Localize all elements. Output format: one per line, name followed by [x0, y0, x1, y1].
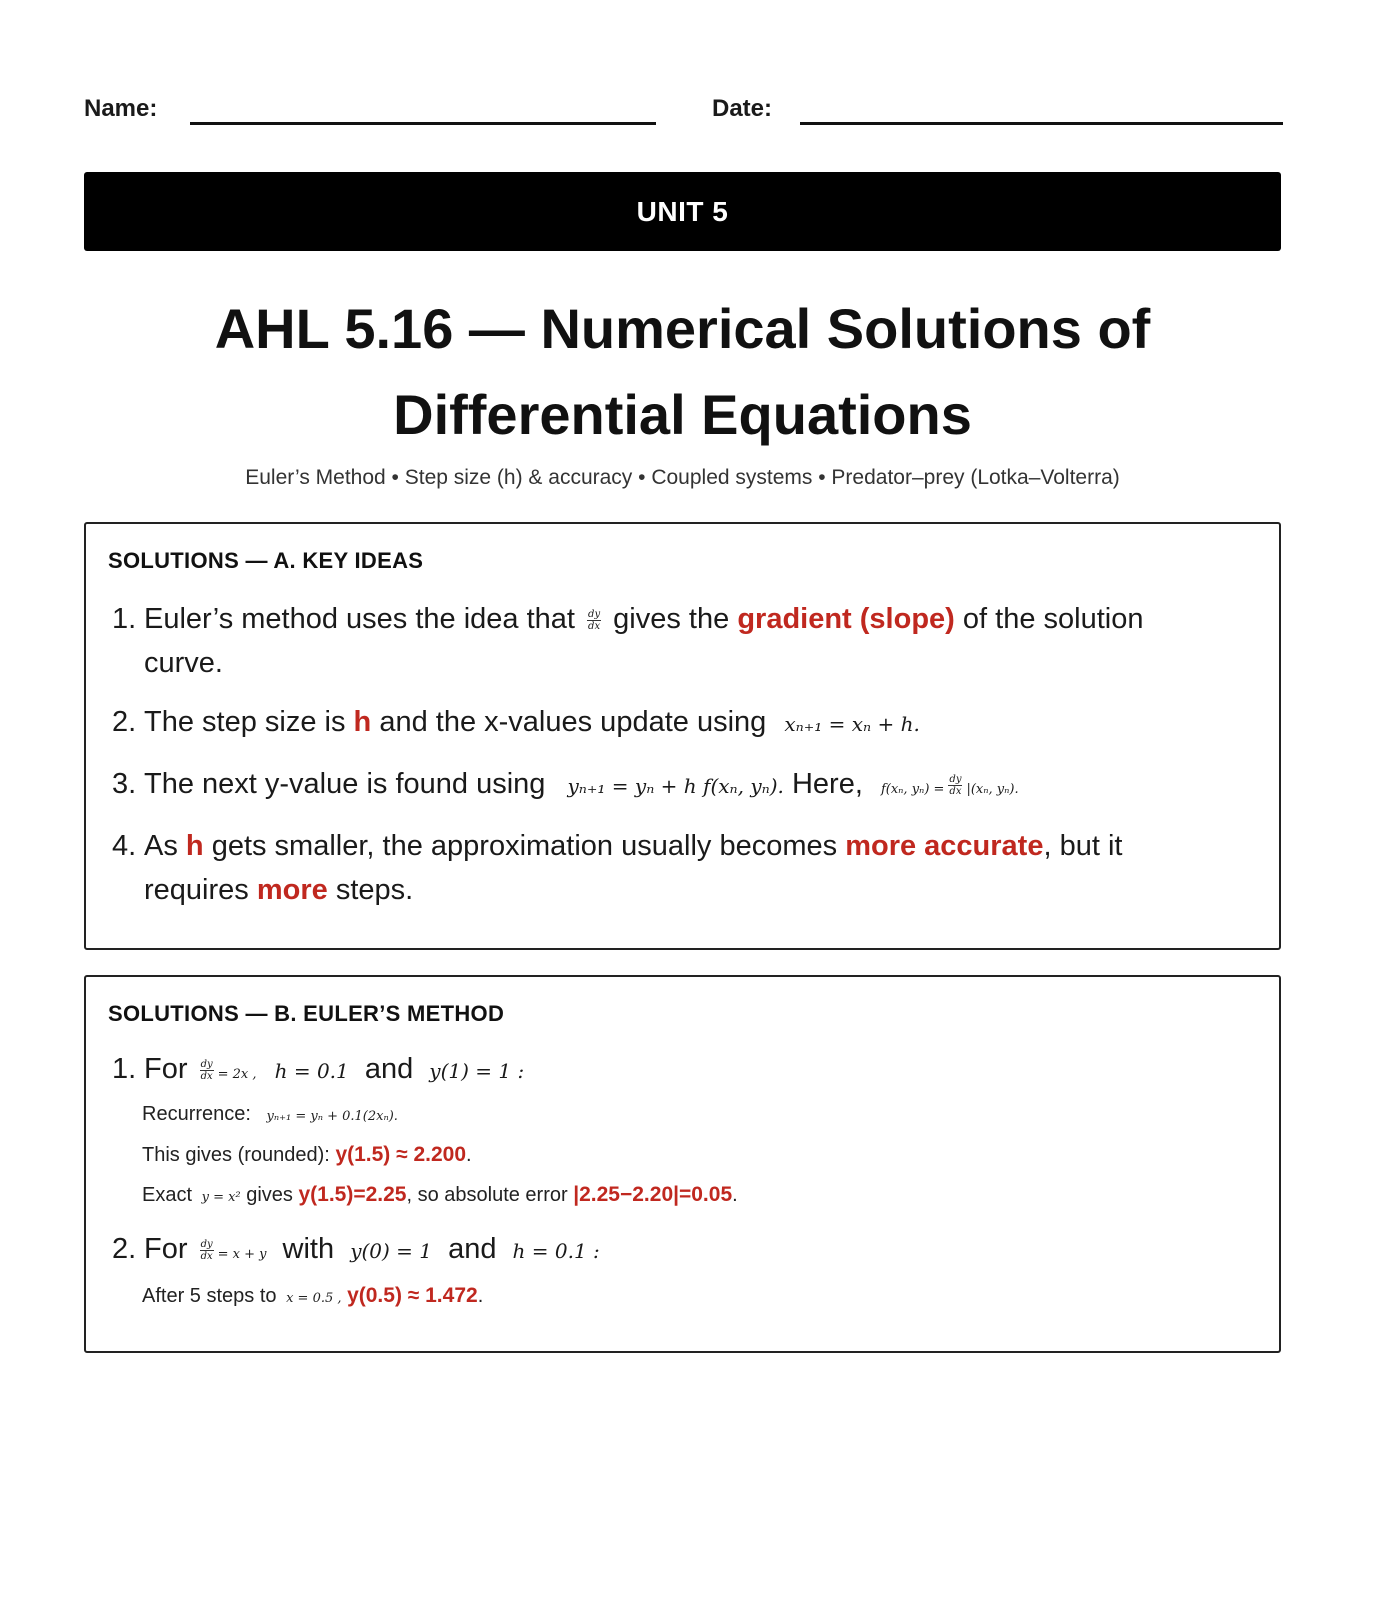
- dy-dx-fraction: $\frac{dy}{dx}$: [200, 1058, 213, 1082]
- after-steps-value: y(0.5) ≈ 1.472: [347, 1284, 478, 1307]
- error-label: , so absolute error: [406, 1184, 568, 1206]
- section-key-ideas: [84, 522, 1281, 950]
- dy-dx-fraction: $\frac{dy}{dx}$: [200, 1238, 213, 1262]
- key-idea-4-cont-after: steps.: [335, 874, 414, 906]
- key-idea-1-text-mid: gives the: [613, 603, 730, 635]
- question-2-initial: y(0) = 1: [350, 1239, 433, 1263]
- name-label: Name:: [84, 95, 158, 122]
- question-2-and: and: [448, 1233, 497, 1265]
- page-title-line1: AHL 5.16 — Numerical Solutions of: [214, 297, 1151, 360]
- key-idea-2: [112, 700, 1249, 746]
- result-label: This gives (rounded):: [142, 1144, 330, 1166]
- euler-question-1: [112, 1047, 1249, 1097]
- key-idea-3: [112, 762, 1249, 812]
- exact-formula: y = x²: [201, 1190, 241, 1205]
- key-idea-4-text-mid: gets smaller, the approximation usually becomes: [211, 830, 838, 862]
- f-definition-left: f(xₙ, yₙ) =: [880, 782, 945, 797]
- recurrence-label: Recurrence:: [142, 1103, 251, 1125]
- question-1-num: 1.: [112, 1053, 137, 1085]
- exact-gives: gives: [246, 1184, 293, 1206]
- question-1-initial: y(1) = 1 :: [429, 1059, 525, 1083]
- key-idea-1-highlight: gradient (slope): [737, 603, 955, 635]
- key-idea-4-cont-text: requires: [144, 874, 249, 906]
- recurrence-line: [142, 1103, 398, 1126]
- page-title-line2: Differential Equations: [393, 383, 972, 446]
- key-idea-4-num: 4.: [112, 830, 137, 862]
- question-1-de: = 2x ,: [217, 1067, 257, 1082]
- euler-question-2: [112, 1227, 1249, 1277]
- page-subtitle: Euler’s Method • Step size (h) & accuracy • Coupled systems • Predator–prey (Lotka–Volterra): [245, 466, 1120, 489]
- question-1-step: h = 0.1: [274, 1059, 349, 1083]
- key-idea-4-highlight-h: h: [185, 830, 204, 862]
- key-idea-2-num: 2.: [112, 706, 137, 738]
- recurrence-formula: yₙ₊₁ = yₙ + 0.1(2xₙ).: [266, 1109, 398, 1124]
- date-line[interactable]: [800, 122, 1283, 125]
- key-idea-2-text: The step size is: [144, 706, 346, 738]
- result-value: y(1.5) ≈ 2.200: [335, 1143, 467, 1166]
- key-idea-1-num: 1.: [112, 603, 137, 635]
- question-1-and: and: [364, 1053, 414, 1085]
- name-line[interactable]: [190, 122, 656, 125]
- section-a-heading: SOLUTIONS — A. KEY IDEAS: [108, 548, 424, 573]
- question-2-de: = x + y: [217, 1247, 267, 1262]
- result-line: This gives (rounded): y(1.5) ≈ 2.200.: [142, 1143, 472, 1166]
- key-idea-3-num: 3.: [112, 768, 137, 800]
- after-steps-label: After 5 steps to: [142, 1285, 277, 1307]
- key-idea-1: [112, 597, 1249, 685]
- dy-dx-fraction-small: $\frac{dy}{dx}$: [949, 773, 962, 797]
- key-idea-1-text-after: of the solution: [962, 603, 1144, 635]
- x-update-formula: xₙ₊₁ = xₙ + h.: [784, 712, 920, 736]
- key-idea-1-text: Euler’s method uses the idea that: [144, 603, 575, 635]
- question-2-step: h = 0.1 :: [512, 1239, 600, 1263]
- key-idea-4-text: As: [144, 830, 178, 862]
- date-label: Date:: [712, 95, 773, 122]
- key-idea-3-text-after: Here,: [791, 768, 863, 800]
- dy-dx-fraction: $\frac{dy}{dx}$: [588, 608, 601, 632]
- question-1-lead: For: [144, 1053, 188, 1085]
- after-steps-line: After 5 steps to x = 0.5 , y(0.5) ≈ 1.472.: [142, 1284, 484, 1307]
- section-eulers-method: [84, 975, 1281, 1353]
- key-idea-2-highlight: h: [353, 706, 372, 738]
- key-idea-4-highlight-more: more: [256, 874, 328, 906]
- exact-value: y(1.5)=2.25: [298, 1183, 407, 1206]
- y-update-formula: yₙ₊₁ = yₙ + h f(xₙ, yₙ).: [567, 774, 784, 798]
- question-2-lead: For: [144, 1233, 188, 1265]
- exact-label: Exact: [142, 1184, 193, 1206]
- after-steps-formula: x = 0.5 ,: [286, 1291, 342, 1306]
- key-idea-2-text-after: and the x-values update using: [379, 706, 767, 738]
- unit-banner: UNIT 5: [84, 172, 1281, 251]
- page-title: [84, 286, 1281, 458]
- key-idea-1-continuation: curve.: [144, 647, 223, 679]
- question-2-with: with: [282, 1233, 335, 1265]
- question-2-num: 2.: [112, 1233, 137, 1265]
- key-idea-4-highlight-accurate: more accurate: [845, 830, 1044, 862]
- exact-line: Exact y = x² gives y(1.5)=2.25, so absolute error |2.25−2.20|=0.05.: [142, 1183, 738, 1206]
- key-idea-4: [112, 824, 1249, 912]
- key-idea-4-text-after: , but it: [1043, 830, 1123, 862]
- error-value: |2.25−2.20|=0.05: [573, 1183, 733, 1206]
- f-definition-right: |(xₙ, yₙ).: [966, 782, 1019, 797]
- key-idea-3-text: The next y-value is found using: [144, 768, 546, 800]
- section-b-heading: SOLUTIONS — B. EULER’S METHOD: [108, 1001, 505, 1026]
